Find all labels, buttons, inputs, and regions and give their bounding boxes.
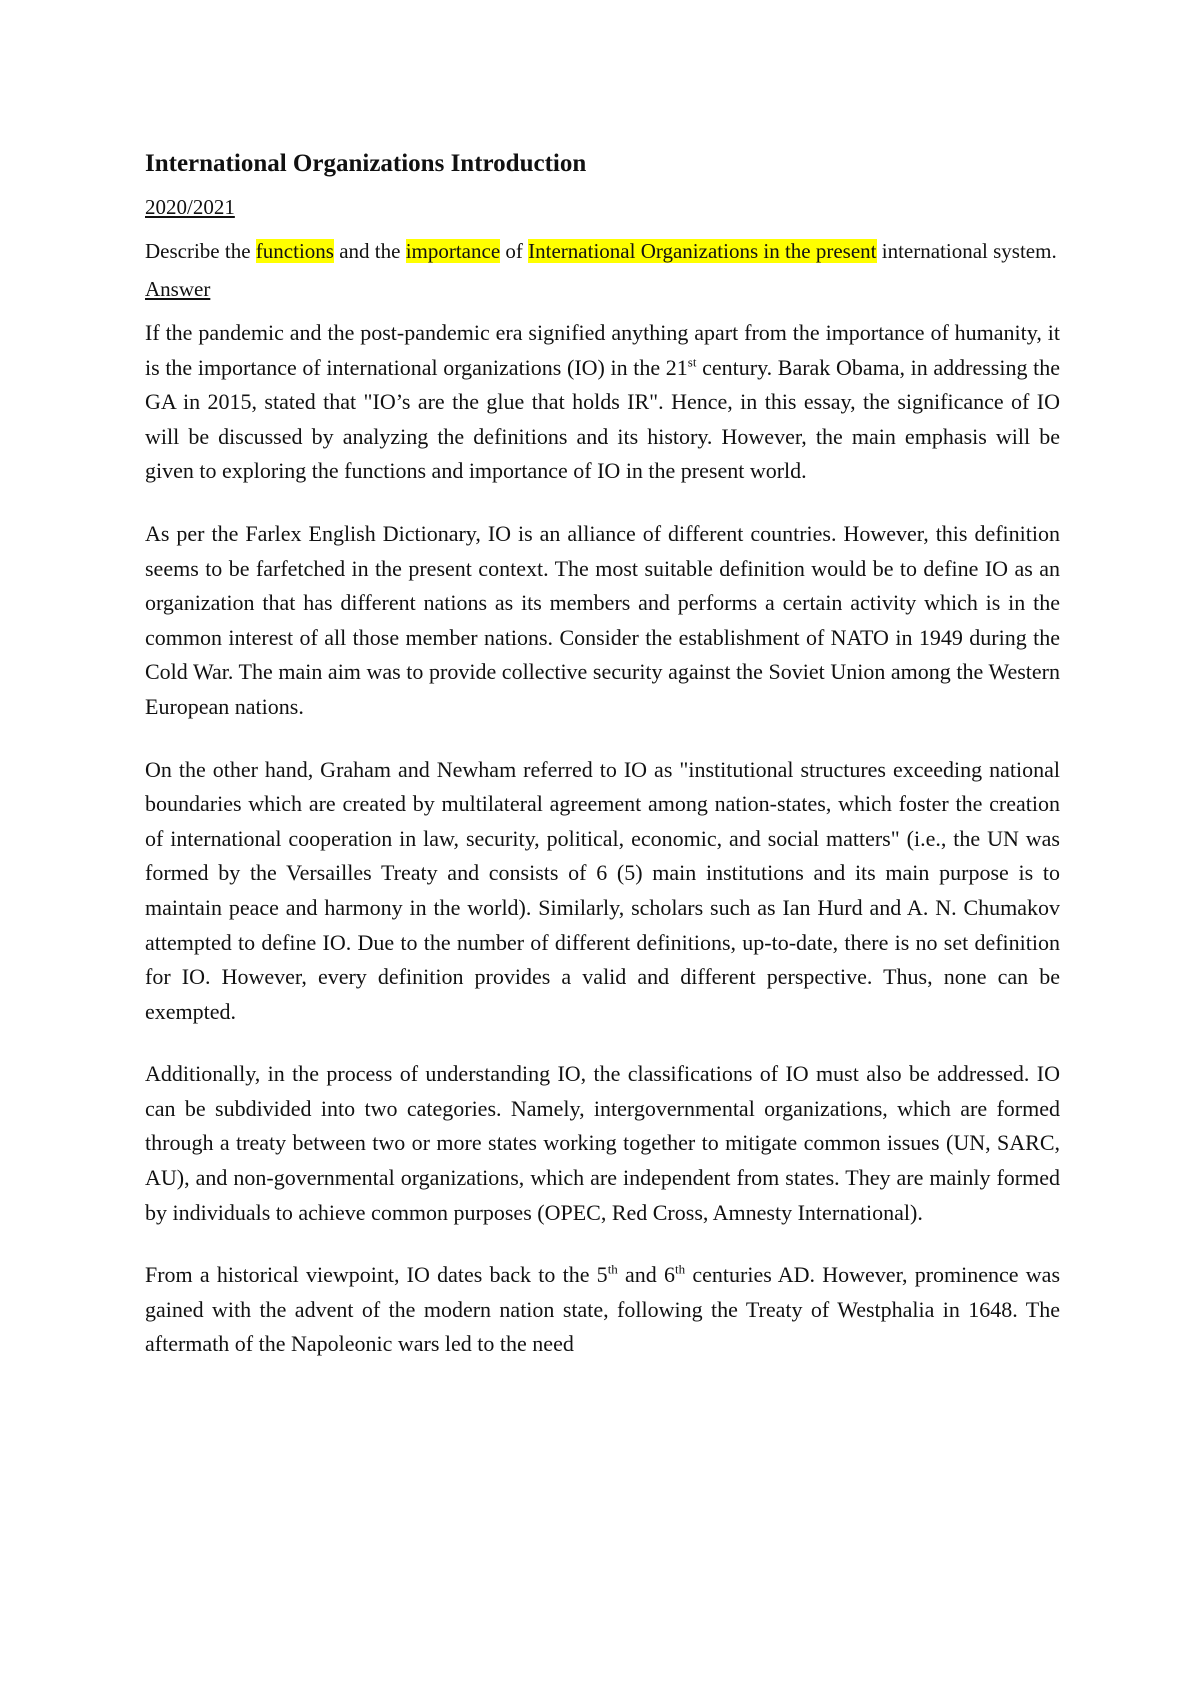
- document-title: International Organizations Introduction: [145, 150, 587, 177]
- paragraph-1-superscript: st: [687, 354, 697, 370]
- paragraph-5-superscript-1: th: [607, 1261, 618, 1277]
- answer-heading: Answer: [145, 277, 211, 301]
- paragraph-1: [145, 316, 1060, 489]
- academic-year: 2020/2021: [145, 195, 235, 219]
- paragraph-5: [145, 1258, 1060, 1362]
- highlight-international-organizations: International Organizations in the present: [528, 239, 877, 263]
- paragraph-5-text-c: centuries AD. However, prominence was gained with the advent of the modern nation state, following the Treaty of Westphalia in 1648. The aftermath of the Napoleonic wars led to the need: [145, 1262, 1061, 1357]
- paragraph-5-text-a: From a historical viewpoint, IO dates back to the 5: [145, 1262, 608, 1288]
- question-text-4: international system.: [876, 239, 1057, 263]
- essay-question: [145, 236, 1060, 266]
- paragraph-3: On the other hand, Graham and Newham referred to IO as "institutional structures exceeding national boundaries which are created by multilateral agreement among nation-states, which foster the creation of international cooperation in law, security, political, economic, and social matters" (i.e., the UN was formed by the Versailles Treaty and consists of 6 (5) main institutions and its main purpose is to maintain peace and harmony in the world). Similarly, scholars such as Ian Hurd and A. N. Chumakov attempted to define IO. Due to the number of different definitions, up-to-date, there is no set definition for IO. However, every definition provides a valid and different perspective. Thus, none can be exempted.: [145, 756, 1060, 1024]
- paragraph-1-text-a: If the pandemic and the post-pandemic era signified anything apart from the importance of humanity, it is the importance of international organizations (IO) in the 21: [145, 320, 1060, 380]
- paragraph-5-text-b: and 6: [617, 1262, 676, 1288]
- paragraph-5-superscript-2: th: [675, 1261, 686, 1277]
- paragraph-4: Additionally, in the process of understanding IO, the classifications of IO must also be addressed. IO can be subdivided into two categories. Namely, intergovernmental organizations, which are formed through a treaty between two or more states working together to mitigate common issues (UN, SARC, AU), and non-governmental organizations, which are independent from states. They are mainly formed by individuals to achieve common purposes (OPEC, Red Cross, Amnesty International).: [145, 1061, 1060, 1225]
- question-text-1: Describe the: [145, 239, 256, 263]
- document-body: [145, 146, 1060, 1390]
- highlight-functions: functions: [255, 239, 334, 263]
- paragraph-1-text-b: century. Barak Obama, in addressing the GA in 2015, stated that "IO’s are the glue that holds IR". Hence, in this essay, the significance of IO will be discussed by analyzing the definitions and its history. However, the main emphasis will be given to exploring the functions and importance of IO in the present world.: [145, 354, 1060, 484]
- paragraph-2: As per the Farlex English Dictionary, IO is an alliance of different countries. However, this definition seems to be farfetched in the present context. The most suitable definition would be to define IO as an organization that has different nations as its members and performs a certain activity which is in the common interest of all those member nations. Consider the establishment of NATO in 1949 during the Cold War. The main aim was to provide collective security against the Soviet Union among the Western European nations.: [145, 520, 1060, 719]
- highlight-importance: importance: [405, 239, 501, 263]
- question-text-3: of: [500, 239, 529, 263]
- question-text-2: and the: [333, 239, 406, 263]
